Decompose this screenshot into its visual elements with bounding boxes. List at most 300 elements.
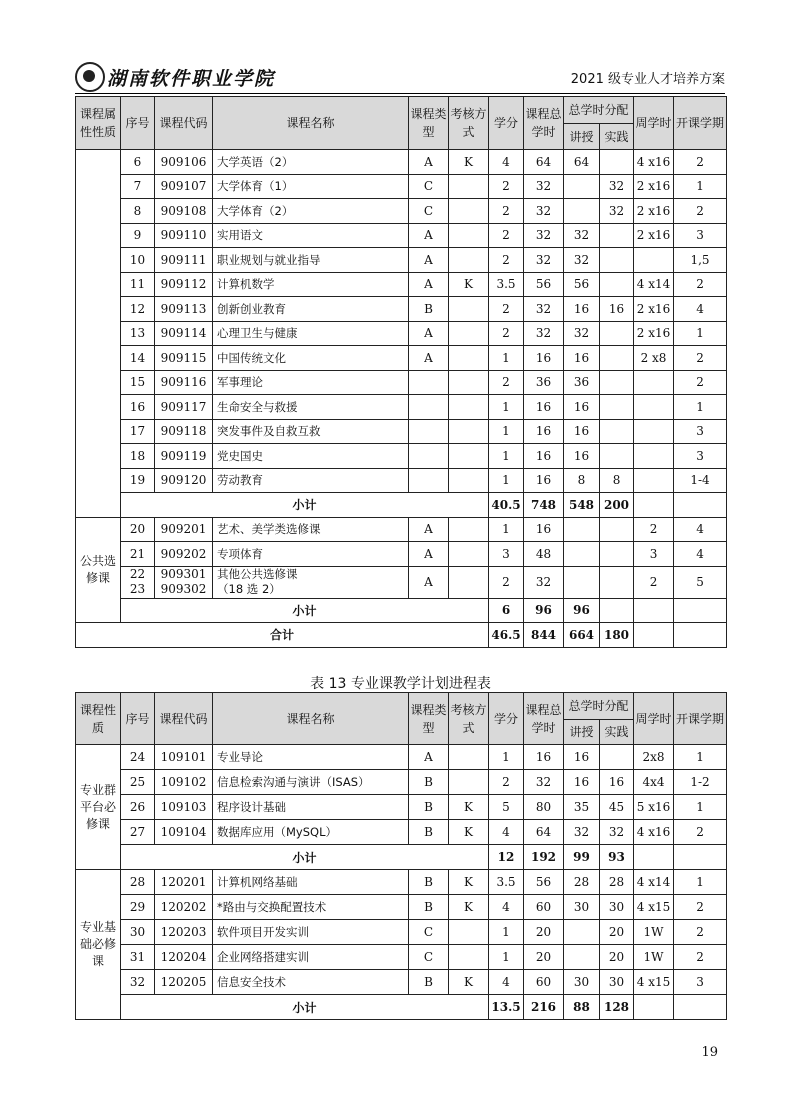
subtotal-practice <box>600 598 634 623</box>
header-rule <box>75 93 725 94</box>
cell-credit: 2 <box>489 199 524 224</box>
col-header-hours-split: 总学时分配 <box>564 693 634 720</box>
cell-code: 909113 <box>155 297 213 322</box>
cell-term: 3 <box>674 223 727 248</box>
cell-code: 909112 <box>155 272 213 297</box>
table-row <box>76 770 727 795</box>
cell-total: 20 <box>524 920 564 945</box>
subtotal-lecture: 88 <box>564 995 600 1020</box>
cell-code: 120203 <box>155 920 213 945</box>
cell-type: A <box>409 517 449 542</box>
cell-exam <box>449 174 489 199</box>
cell-weekly: 1W <box>634 920 674 945</box>
cell-exam <box>449 419 489 444</box>
cell-no: 6 <box>121 150 155 175</box>
cell-lecture: 36 <box>564 370 600 395</box>
col-header-lecture: 讲授 <box>564 720 600 745</box>
col-header-code: 课程代码 <box>155 97 213 150</box>
cell-practice <box>600 542 634 567</box>
cell-practice <box>600 745 634 770</box>
cell-practice: 32 <box>600 174 634 199</box>
table-row <box>76 468 727 493</box>
cell-credit: 4 <box>489 150 524 175</box>
cell-lecture: 16 <box>564 346 600 371</box>
cell-weekly: 4 x15 <box>634 970 674 995</box>
cell-practice <box>600 248 634 273</box>
cell-lecture: 56 <box>564 272 600 297</box>
table-row <box>76 419 727 444</box>
cell-total: 32 <box>524 223 564 248</box>
cell-code: 109101 <box>155 745 213 770</box>
table-row <box>76 321 727 346</box>
col-header-total-hours: 课程总学时 <box>524 693 564 745</box>
cell-code: 909201 <box>155 517 213 542</box>
cell-name: 劳动教育 <box>213 468 409 493</box>
cell-no: 28 <box>121 870 155 895</box>
cell-exam <box>449 223 489 248</box>
cell-no: 16 <box>121 395 155 420</box>
cell-total: 56 <box>524 272 564 297</box>
cell-practice <box>600 346 634 371</box>
cell-code <box>155 566 213 598</box>
cell-no-line: 22 <box>129 567 146 581</box>
table-row <box>76 395 727 420</box>
cell-no: 27 <box>121 820 155 845</box>
cell-total: 48 <box>524 542 564 567</box>
cell-total: 16 <box>524 517 564 542</box>
cell-type: B <box>409 870 449 895</box>
table-row <box>76 795 727 820</box>
cell-code: 909114 <box>155 321 213 346</box>
cell-total: 32 <box>524 321 564 346</box>
cell-total: 16 <box>524 468 564 493</box>
page-number: 19 <box>701 1045 718 1060</box>
cell-weekly <box>634 444 674 469</box>
cell-no: 26 <box>121 795 155 820</box>
cell-type: A <box>409 542 449 567</box>
cell-exam <box>449 297 489 322</box>
cell-term: 2 <box>674 920 727 945</box>
cell-term: 2 <box>674 346 727 371</box>
cell-lecture <box>564 174 600 199</box>
cell-lecture <box>564 199 600 224</box>
table-header-row <box>76 97 727 124</box>
col-header-name: 课程名称 <box>213 693 409 745</box>
cell-practice <box>600 223 634 248</box>
table-row <box>76 199 727 224</box>
cell-credit: 3.5 <box>489 272 524 297</box>
subtotal-total: 216 <box>524 995 564 1020</box>
cell-no: 11 <box>121 272 155 297</box>
cell-weekly: 4 x15 <box>634 895 674 920</box>
cell-name: 心理卫生与健康 <box>213 321 409 346</box>
table-row <box>76 970 727 995</box>
cell-weekly: 2 x16 <box>634 174 674 199</box>
cell-lecture: 32 <box>564 248 600 273</box>
table-row <box>76 870 727 895</box>
cell-exam <box>449 395 489 420</box>
cell-type: A <box>409 150 449 175</box>
cell-lecture: 16 <box>564 770 600 795</box>
cell-weekly: 2 <box>634 566 674 598</box>
cell-no: 8 <box>121 199 155 224</box>
total-term <box>674 623 727 648</box>
table-row <box>76 895 727 920</box>
cell-no: 25 <box>121 770 155 795</box>
cell-credit: 1 <box>489 395 524 420</box>
cell-name: 信息安全技术 <box>213 970 409 995</box>
col-header-lecture: 讲授 <box>564 124 600 150</box>
cell-name: 艺术、美学类选修课 <box>213 517 409 542</box>
cell-type: A <box>409 745 449 770</box>
cell-name: 数据库应用（MySQL） <box>213 820 409 845</box>
cell-code-line: 909302 <box>160 582 207 596</box>
cell-credit: 3.5 <box>489 870 524 895</box>
cell-code-line: 909301 <box>160 567 207 581</box>
subtotal-total: 748 <box>524 493 564 518</box>
cell-type: C <box>409 199 449 224</box>
cell-practice: 28 <box>600 870 634 895</box>
cell-term: 2 <box>674 895 727 920</box>
cell-name: 企业网络搭建实训 <box>213 945 409 970</box>
cell-type: B <box>409 895 449 920</box>
cell-no: 24 <box>121 745 155 770</box>
subtotal-lecture: 548 <box>564 493 600 518</box>
cell-total: 32 <box>524 297 564 322</box>
cell-lecture: 35 <box>564 795 600 820</box>
subtotal-row <box>76 493 727 518</box>
cell-exam <box>449 745 489 770</box>
subtotal-term <box>674 598 727 623</box>
table-row <box>76 945 727 970</box>
cell-code: 909118 <box>155 419 213 444</box>
cell-credit: 1 <box>489 745 524 770</box>
cell-no: 32 <box>121 970 155 995</box>
cell-no: 17 <box>121 419 155 444</box>
cell-term: 1-2 <box>674 770 727 795</box>
cell-exam: K <box>449 870 489 895</box>
cell-credit: 1 <box>489 419 524 444</box>
cell-exam: K <box>449 895 489 920</box>
cell-practice: 20 <box>600 945 634 970</box>
table-caption: 表 13 专业课教学计划进程表 <box>310 676 491 692</box>
cell-no: 19 <box>121 468 155 493</box>
cell-name: 计算机网络基础 <box>213 870 409 895</box>
subtotal-total: 192 <box>524 845 564 870</box>
college-name-logo: 湖南软件职业学院 <box>107 68 276 90</box>
cell-term: 2 <box>674 370 727 395</box>
cell-term: 5 <box>674 566 727 598</box>
cell-code: 109103 <box>155 795 213 820</box>
cell-exam <box>449 444 489 469</box>
subtotal-term <box>674 845 727 870</box>
cell-weekly: 2 x8 <box>634 346 674 371</box>
cell-weekly: 3 <box>634 542 674 567</box>
cell-credit: 2 <box>489 321 524 346</box>
cell-name: 专项体育 <box>213 542 409 567</box>
cell-credit: 2 <box>489 248 524 273</box>
cell-name <box>213 566 409 598</box>
subtotal-practice: 200 <box>600 493 634 518</box>
cell-type: A <box>409 223 449 248</box>
cell-name: 大学英语（2） <box>213 150 409 175</box>
cell-total: 16 <box>524 745 564 770</box>
cell-no: 30 <box>121 920 155 945</box>
subtotal-label: 小计 <box>121 845 489 870</box>
cell-lecture <box>564 920 600 945</box>
cell-practice: 30 <box>600 970 634 995</box>
cell-term: 2 <box>674 820 727 845</box>
cell-term: 1 <box>674 745 727 770</box>
cell-no: 31 <box>121 945 155 970</box>
cell-exam <box>449 770 489 795</box>
cell-code: 120204 <box>155 945 213 970</box>
cell-weekly: 4 x16 <box>634 820 674 845</box>
cell-credit: 1 <box>489 945 524 970</box>
cell-code: 909116 <box>155 370 213 395</box>
cell-credit: 2 <box>489 223 524 248</box>
table-row <box>76 444 727 469</box>
cell-code: 909117 <box>155 395 213 420</box>
cell-name-line: （18 选 2） <box>217 582 281 596</box>
cell-no: 13 <box>121 321 155 346</box>
cell-term: 1 <box>674 395 727 420</box>
cell-type: A <box>409 321 449 346</box>
total-hours: 844 <box>524 623 564 648</box>
public-courses-table <box>75 96 727 648</box>
subtotal-practice: 93 <box>600 845 634 870</box>
total-weekly <box>634 623 674 648</box>
cell-weekly: 2 x16 <box>634 297 674 322</box>
cell-exam <box>449 248 489 273</box>
cell-weekly <box>634 248 674 273</box>
cell-exam <box>449 945 489 970</box>
cell-code: 909119 <box>155 444 213 469</box>
cell-term: 1-4 <box>674 468 727 493</box>
category-cell <box>76 150 121 518</box>
subtotal-label: 小计 <box>121 598 489 623</box>
cell-practice: 32 <box>600 199 634 224</box>
subtotal-row <box>76 995 727 1020</box>
cell-code: 909110 <box>155 223 213 248</box>
cell-practice: 45 <box>600 795 634 820</box>
cell-total: 16 <box>524 419 564 444</box>
subtotal-lecture: 96 <box>564 598 600 623</box>
cell-practice: 16 <box>600 297 634 322</box>
cell-exam: K <box>449 970 489 995</box>
table-row <box>76 223 727 248</box>
cell-term: 4 <box>674 297 727 322</box>
cell-total: 60 <box>524 895 564 920</box>
cell-term: 3 <box>674 419 727 444</box>
cell-total: 20 <box>524 945 564 970</box>
cell-type: A <box>409 272 449 297</box>
cell-exam <box>449 542 489 567</box>
cell-lecture: 16 <box>564 745 600 770</box>
table-row <box>76 272 727 297</box>
cell-lecture: 8 <box>564 468 600 493</box>
cell-total: 32 <box>524 566 564 598</box>
cell-type <box>409 444 449 469</box>
cell-name: *路由与交换配置技术 <box>213 895 409 920</box>
cell-weekly: 2 x16 <box>634 223 674 248</box>
subtotal-label: 小计 <box>121 995 489 1020</box>
subtotal-lecture: 99 <box>564 845 600 870</box>
col-header-name: 课程名称 <box>213 97 409 150</box>
cell-credit: 2 <box>489 370 524 395</box>
cell-type: C <box>409 945 449 970</box>
cell-no <box>121 566 155 598</box>
cell-exam <box>449 517 489 542</box>
college-logo-icon <box>75 62 105 92</box>
cell-lecture <box>564 517 600 542</box>
cell-lecture: 30 <box>564 895 600 920</box>
cell-exam <box>449 321 489 346</box>
table-row <box>76 745 727 770</box>
cell-weekly: 2x8 <box>634 745 674 770</box>
col-header-no: 序号 <box>121 97 155 150</box>
cell-code: 120205 <box>155 970 213 995</box>
subtotal-weekly <box>634 995 674 1020</box>
cell-weekly: 5 x16 <box>634 795 674 820</box>
category-cell: 专业群平台必修课 <box>76 745 121 870</box>
table-header-row <box>76 693 727 720</box>
cell-total: 32 <box>524 770 564 795</box>
cell-exam <box>449 566 489 598</box>
cell-lecture: 16 <box>564 419 600 444</box>
cell-lecture: 32 <box>564 223 600 248</box>
cell-term: 2 <box>674 150 727 175</box>
col-header-code: 课程代码 <box>155 693 213 745</box>
cell-term: 1,5 <box>674 248 727 273</box>
col-header-type: 课程类型 <box>409 97 449 150</box>
cell-type <box>409 468 449 493</box>
cell-credit: 4 <box>489 895 524 920</box>
subtotal-term <box>674 995 727 1020</box>
cell-lecture: 30 <box>564 970 600 995</box>
subtotal-row <box>76 845 727 870</box>
cell-total: 16 <box>524 346 564 371</box>
cell-exam <box>449 920 489 945</box>
cell-no: 15 <box>121 370 155 395</box>
cell-exam <box>449 199 489 224</box>
cell-term: 3 <box>674 970 727 995</box>
col-header-exam: 考核方式 <box>449 693 489 745</box>
cell-exam <box>449 346 489 371</box>
cell-code: 909202 <box>155 542 213 567</box>
cell-exam: K <box>449 795 489 820</box>
cell-type: A <box>409 346 449 371</box>
cell-weekly: 4x4 <box>634 770 674 795</box>
cell-name: 大学体育（2） <box>213 199 409 224</box>
cell-code: 909115 <box>155 346 213 371</box>
cell-total: 60 <box>524 970 564 995</box>
cell-practice: 32 <box>600 820 634 845</box>
cell-weekly <box>634 468 674 493</box>
page-header <box>75 62 725 92</box>
category-cell: 公共选修课 <box>76 517 121 623</box>
cell-practice <box>600 566 634 598</box>
cell-weekly: 2 x16 <box>634 199 674 224</box>
subtotal-weekly <box>634 493 674 518</box>
cell-total: 16 <box>524 444 564 469</box>
cell-name: 专业导论 <box>213 745 409 770</box>
cell-code: 909111 <box>155 248 213 273</box>
cell-practice <box>600 444 634 469</box>
col-header-weekly: 周学时 <box>634 97 674 150</box>
cell-code: 109102 <box>155 770 213 795</box>
total-label: 合计 <box>76 623 489 648</box>
subtotal-credit: 12 <box>489 845 524 870</box>
table-row <box>76 174 727 199</box>
total-practice: 180 <box>600 623 634 648</box>
cell-type: B <box>409 297 449 322</box>
cell-practice: 16 <box>600 770 634 795</box>
subtotal-weekly <box>634 598 674 623</box>
cell-lecture <box>564 566 600 598</box>
cell-practice <box>600 321 634 346</box>
table-row <box>76 920 727 945</box>
cell-name-line: 其他公共选修课 <box>217 567 298 581</box>
cell-name: 信息检索沟通与演讲（ISAS） <box>213 770 409 795</box>
subtotal-credit: 6 <box>489 598 524 623</box>
col-header-hours-split: 总学时分配 <box>564 97 634 124</box>
cell-term: 4 <box>674 517 727 542</box>
cell-no: 7 <box>121 174 155 199</box>
table-row <box>76 370 727 395</box>
cell-lecture: 32 <box>564 820 600 845</box>
cell-lecture: 28 <box>564 870 600 895</box>
total-credit: 46.5 <box>489 623 524 648</box>
table-row <box>76 346 727 371</box>
cell-total: 80 <box>524 795 564 820</box>
cell-name: 实用语文 <box>213 223 409 248</box>
cell-no: 18 <box>121 444 155 469</box>
cell-no: 9 <box>121 223 155 248</box>
cell-name: 计算机数学 <box>213 272 409 297</box>
subtotal-weekly <box>634 845 674 870</box>
cell-practice: 30 <box>600 895 634 920</box>
cell-weekly: 2 x16 <box>634 321 674 346</box>
table-row <box>76 150 727 175</box>
cell-credit: 1 <box>489 468 524 493</box>
category-cell: 专业基础必修课 <box>76 870 121 1020</box>
col-header-term: 开课学期 <box>674 97 727 150</box>
col-header-category: 课程性质 <box>76 693 121 745</box>
cell-type: A <box>409 566 449 598</box>
total-row <box>76 623 727 648</box>
subtotal-term <box>674 493 727 518</box>
cell-name: 突发事件及自救互救 <box>213 419 409 444</box>
cell-term: 2 <box>674 272 727 297</box>
cell-exam <box>449 370 489 395</box>
cell-name: 软件项目开发实训 <box>213 920 409 945</box>
cell-type: B <box>409 970 449 995</box>
plan-title: 2021 级专业人才培养方案 <box>570 72 725 87</box>
cell-name: 军事理论 <box>213 370 409 395</box>
cell-term: 1 <box>674 321 727 346</box>
table-row <box>76 297 727 322</box>
subtotal-label: 小计 <box>121 493 489 518</box>
cell-code: 909120 <box>155 468 213 493</box>
cell-term: 4 <box>674 542 727 567</box>
cell-name: 程序设计基础 <box>213 795 409 820</box>
col-header-type: 课程类型 <box>409 693 449 745</box>
cell-lecture <box>564 945 600 970</box>
cell-lecture: 16 <box>564 297 600 322</box>
subtotal-credit: 13.5 <box>489 995 524 1020</box>
cell-type: C <box>409 920 449 945</box>
